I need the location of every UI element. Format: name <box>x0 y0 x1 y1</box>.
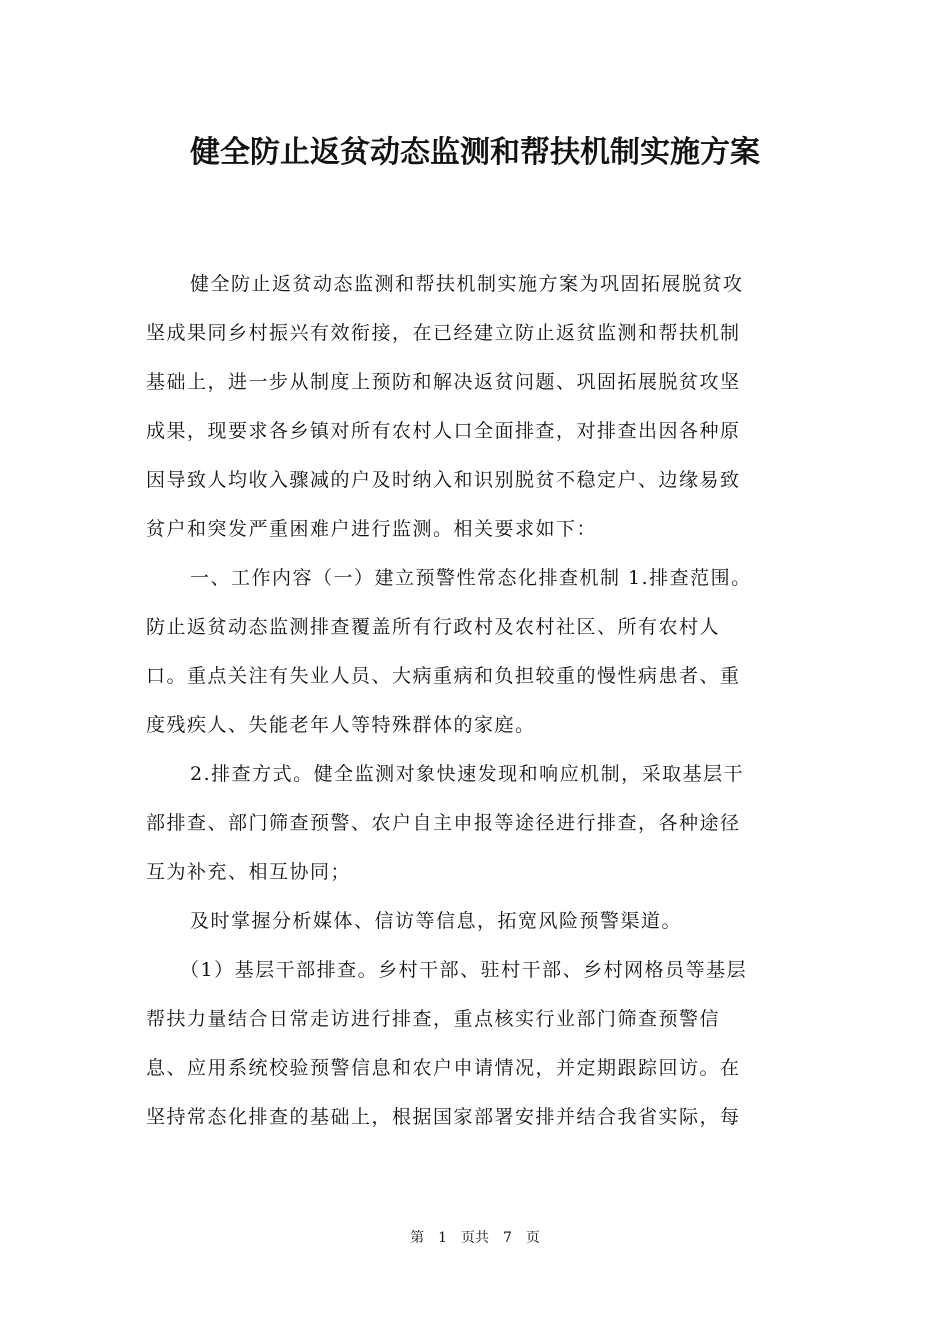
body-line: 部排查、部门筛查预警、农户自主申报等途径进行排查，各种途径 <box>146 812 741 834</box>
body-line: （1）基层干部排查。乡村干部、驻村干部、乡村网格员等基层 <box>180 959 748 981</box>
body-line: 防止返贫动态监测排查覆盖所有行政村及农村社区、所有农村人 <box>146 616 721 638</box>
body-line: 因导致人均收入骤减的户及时纳入和识别脱贫不稳定户、边缘易致 <box>146 469 741 491</box>
body-line: 度残疾人、失能老年人等特殊群体的家庭。 <box>146 714 536 736</box>
body-line: 一、工作内容（一）建立预警性常态化排查机制 1.排查范围。 <box>190 567 752 589</box>
body-line: 坚持常态化排查的基础上，根据国家部署安排并结合我省实际，每 <box>146 1106 741 1128</box>
body-line: 贫户和突发严重困难户进行监测。相关要求如下： <box>146 518 598 540</box>
body-line: 成果，现要求各乡镇对所有农村人口全面排查，对排查出因各种原 <box>146 420 741 442</box>
body-line: 帮扶力量结合日常走访进行排查，重点核实行业部门筛查预警信 <box>146 1008 721 1030</box>
body-line: 互为补充、相互协同； <box>146 861 352 883</box>
body-line: 健全防止返贫动态监测和帮扶机制实施方案为巩固拓展脱贫攻 <box>190 273 744 295</box>
body-line: 坚成果同乡村振兴有效衔接，在已经建立防止返贫监测和帮扶机制 <box>146 322 741 344</box>
body-line: 口。重点关注有失业人员、大病重病和负担较重的慢性病患者、重 <box>146 665 741 687</box>
body-line: 基础上，进一步从制度上预防和解决返贫问题、巩固拓展脱贫攻坚 <box>146 371 741 393</box>
body-line: 及时掌握分析媒体、信访等信息，拓宽风险预警渠道。 <box>190 910 683 932</box>
body-line: 2.排查方式。健全监测对象快速发现和响应机制，采取基层干 <box>190 763 745 785</box>
document-title: 健全防止返贫动态监测和帮扶机制实施方案 <box>190 135 760 170</box>
document-body <box>146 266 806 1148</box>
body-line: 息、应用系统校验预警信息和农户申请情况，并定期跟踪回访。在 <box>146 1057 741 1079</box>
page-footer: 第 1 页共 7 页 <box>410 1230 540 1246</box>
